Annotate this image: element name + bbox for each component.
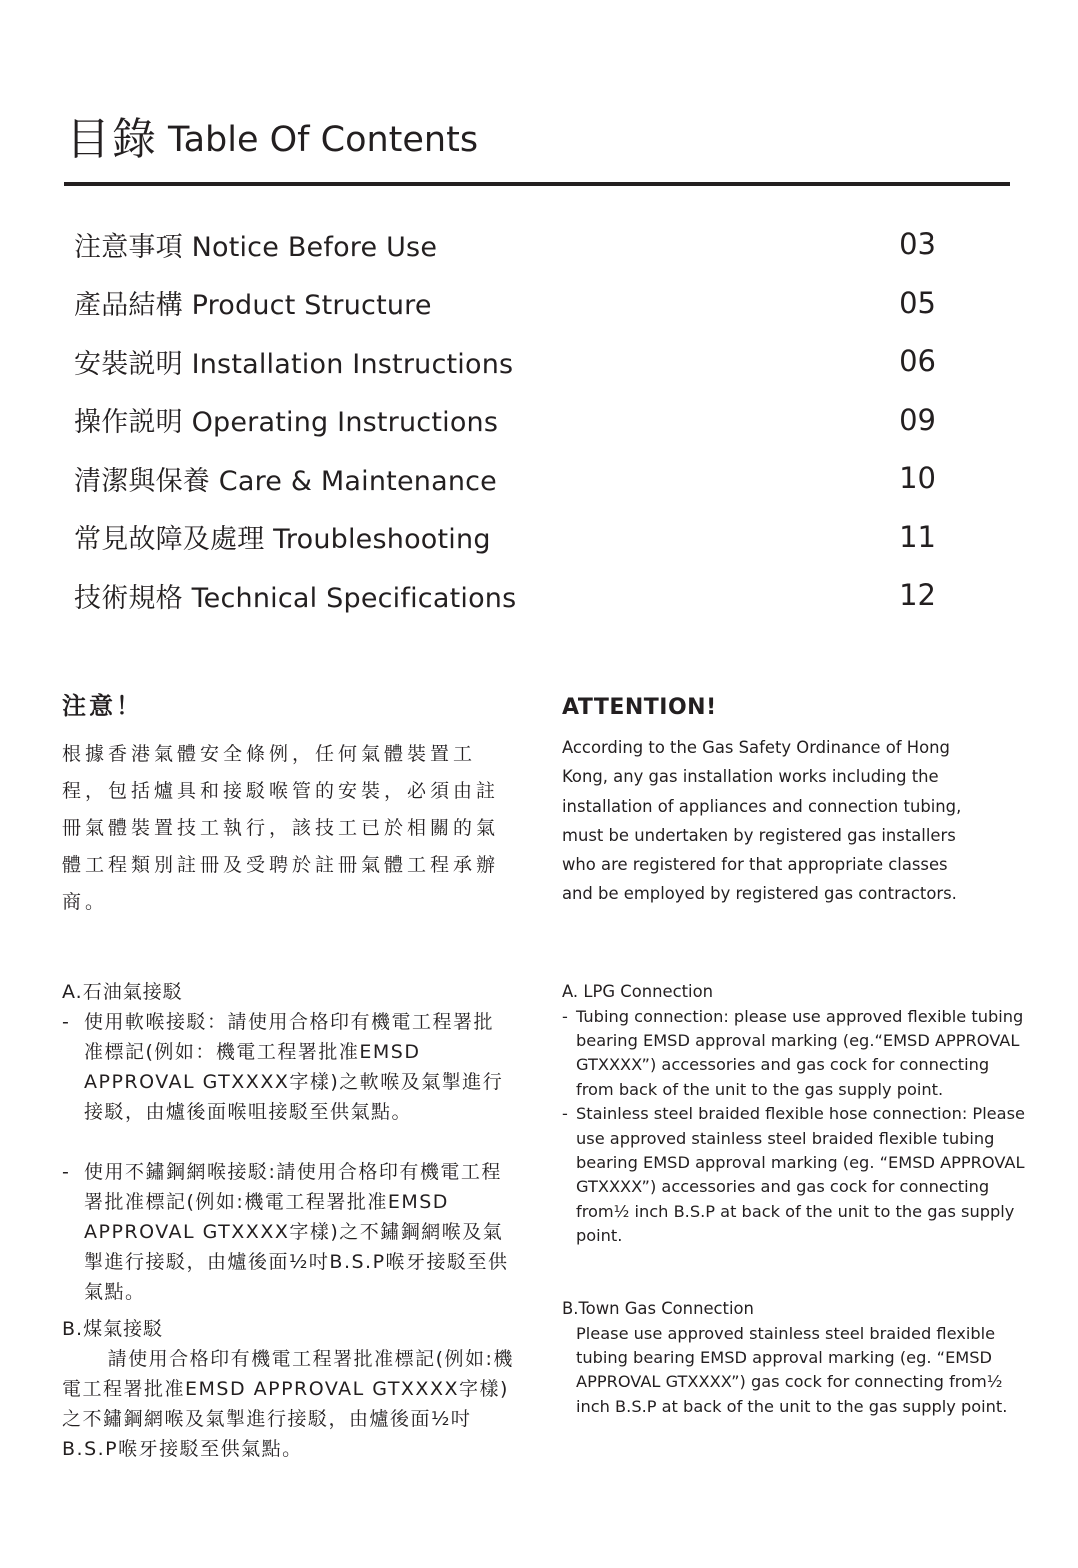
toc-item-page: 10 <box>899 461 936 496</box>
attention-line: installation of appliances and connection tubing, <box>562 796 962 816</box>
attention-line: and be employed by registered gas contractors. <box>562 884 957 904</box>
bullet-dash: - <box>62 1161 71 1183</box>
toc-item <box>74 508 936 567</box>
toc-item-label: 產品結構 Product Structure <box>74 290 432 322</box>
bullet-dash: - <box>62 1011 71 1033</box>
attention-body-zh: 根據香港氣體安全條例，任何氣體裝置工程，包括爐具和接駁喉管的安裝，必須由註冊氣體裝置技工執行，該技工已於相關的氣體工程類別註冊及受聘於註冊氣體工程承辦商。 <box>62 743 500 913</box>
toc-item-page: 03 <box>899 227 936 262</box>
attention-line: who are registered for that appropriate classes <box>562 855 948 875</box>
attention-en <box>562 697 1042 909</box>
bullet-dash: - <box>562 1104 568 1124</box>
toc-item-label: 常見故障及處理 Troubleshooting <box>74 524 491 556</box>
lpg-item-text: 使用不鏽鋼網喉接駁:請使用合格印有機電工程署批准標記(例如:機電工程署批准EMSD APPROVAL GTXXXX字樣)之不鏽鋼網喉及氣掣進行接駁，由爐後面½吋B.S.P喉牙接駁至供氣點。 <box>84 1161 509 1303</box>
toc-item-label: 操作説明 Operating Instructions <box>74 407 499 439</box>
lpg-heading-zh: A.石油氣接駁 <box>62 981 183 1003</box>
toc-item-page: 09 <box>899 402 936 437</box>
attention-heading-en: ATTENTION! <box>562 695 717 720</box>
attention-line: must be undertaken by registered gas installers <box>562 825 956 845</box>
toc-item <box>74 332 936 391</box>
attention-line: Kong, any gas installation works including the <box>562 767 939 787</box>
lpg-item-zh <box>62 1007 514 1127</box>
lpg-item-text: Tubing connection: please use approved flexible tubing bearing EMSD approval marking (eg.“EMSD APPROVAL GTXXXX”) accessories and gas cock for connecting from back of the unit to the gas supply point. <box>576 1006 1024 1099</box>
toc-item-page: 11 <box>899 519 936 554</box>
lpg-item-text: 使用軟喉接駁：請使用合格印有機電工程署批准標記(例如：機電工程署批准EMSD APPROVAL GTXXXX字樣)之軟喉及氣掣進行接駁，由爐後面喉咀接駁至供氣點。 <box>84 1011 504 1123</box>
toc-item-page: 12 <box>899 578 936 613</box>
attention-line: According to the Gas Safety Ordinance of Hong <box>562 738 950 757</box>
attention-zh <box>62 694 520 921</box>
lpg-item-en <box>562 1102 1030 1248</box>
town-gas-body-en: Please use approved stainless steel braided flexible tubing bearing EMSD approval marking (eg. “EMSD APPROVAL GTXXXX”) gas cock for connecting from½ inch B.S.P at back of the unit to the gas supply point. <box>576 1323 1008 1416</box>
toc-divider <box>64 182 1010 186</box>
toc-item-label: 技術規格 Technical Specifications <box>74 582 517 614</box>
toc-item-label: 清潔與保養 Care & Maintenance <box>74 465 497 497</box>
lpg-heading-en: A. LPG Connection <box>562 982 714 1001</box>
lpg-connection-en <box>562 980 1030 1249</box>
attention-body-en <box>562 733 1042 909</box>
town-gas-heading-en: B.Town Gas Connection <box>562 1299 754 1318</box>
toc-list <box>74 215 936 625</box>
town-gas-connection-zh <box>62 1314 514 1464</box>
toc-item <box>74 449 936 508</box>
lpg-item-text: Stainless steel braided flexible hose connection: Please use approved stainless steel braided flexible tubing bearing EMSD approval marking (eg. “EMSD APPROVAL GTXXXX”) accessories and gas cock for connecting from½ inch B.S.P at back of the unit to the gas supply point. <box>576 1104 1025 1246</box>
toc-item-label: 安裝説明 Installation Instructions <box>74 348 514 380</box>
lpg-item-zh <box>62 1157 514 1307</box>
bullet-dash: - <box>562 1006 568 1026</box>
toc-item <box>74 391 936 450</box>
toc-item <box>74 566 936 625</box>
toc-title-zh: 目錄 <box>66 114 158 165</box>
toc-item-page: 05 <box>899 285 936 320</box>
lpg-connection-zh <box>62 977 514 1307</box>
town-gas-heading-zh: B.煤氣接駁 <box>62 1318 164 1340</box>
town-gas-body-zh: 請使用合格印有機電工程署批准標記(例如:機電工程署批准EMSD APPROVAL GTXXXX字樣)之不鏽鋼網喉及氣掣進行接駁，由爐後面½吋B.S.P喉牙接駁至供氣點。 <box>62 1348 514 1460</box>
toc-item-page: 06 <box>899 344 936 379</box>
toc-title-en: Table Of Contents <box>168 119 479 160</box>
toc-item <box>74 215 936 274</box>
attention-heading-zh: 注意！ <box>62 692 143 720</box>
toc-title <box>66 114 479 165</box>
lpg-item-en <box>562 1005 1030 1103</box>
toc-item-label: 注意事項 Notice Before Use <box>74 231 438 263</box>
toc-item <box>74 274 936 333</box>
town-gas-connection-en <box>562 1297 1030 1419</box>
